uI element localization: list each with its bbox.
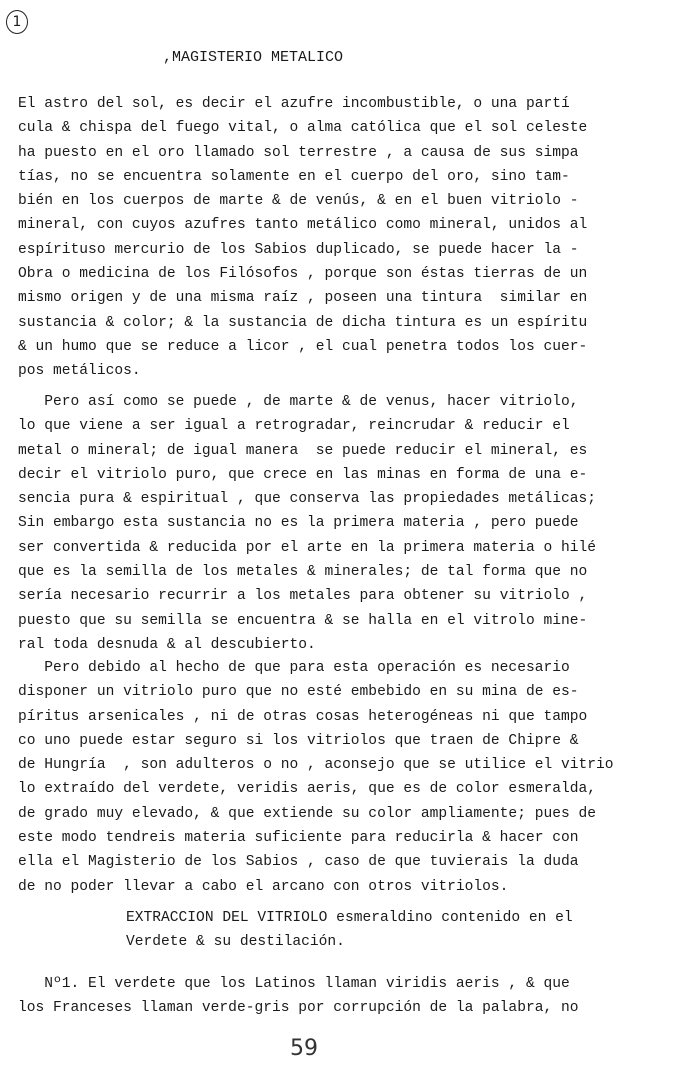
paragraph-3 — [18, 656, 658, 899]
text-line: decir el vitriolo puro, que crece en las minas en forma de una e- — [18, 466, 588, 483]
text-line: Pero debido al hecho de que para esta operación es necesario — [18, 660, 570, 676]
text-line: que es la semilla de los metales & minerales; de tal forma que no — [18, 564, 588, 581]
heading-line: EXTRACCION DEL VITRIOLO esmeraldino contenido en el — [126, 910, 573, 926]
text-line: ha puesto en el oro llamado sol terrestre , a causa de sus simpa — [18, 144, 579, 161]
text-line: de Hungría , son adulteros o no , aconsejo que se utilice el vitrio — [18, 757, 614, 774]
text-line: de no poder llevar a cabo el arcano con otros vitriolos. — [18, 878, 509, 895]
text-line: Obra o medicina de los Filósofos , porque son éstas tierras de un — [18, 266, 588, 283]
paragraph-1 — [18, 92, 658, 384]
text-line: co uno puede estar seguro si los vitriolos que traen de Chipre & — [18, 732, 579, 749]
text-line: disponer un vitriolo puro que no esté embebido en su mina de es- — [18, 684, 579, 701]
text-line: mineral, con cuyos azufres tanto metálico como mineral, unidos al — [18, 217, 588, 234]
document-title: ,MAGISTERIO METALICO — [163, 49, 344, 66]
text-line: metal o mineral; de igual manera se puede reducir el mineral, es — [18, 442, 588, 459]
text-line: & un humo que se reduce a licor , el cual penetra todos los cuer- — [18, 338, 588, 355]
text-line: tías, no se encuentra solamente en el cuerpo del oro, sino tam- — [18, 168, 570, 185]
text-line: lo extraído del verdete, veridis aeris, que es de color esmeralda, — [18, 781, 597, 798]
text-line: píritus arsenicales , ni de otras cosas heterogéneas ni que tampo — [18, 708, 588, 725]
text-line: bién en los cuerpos de marte & de venús, & en el buen vitriolo - — [18, 193, 579, 210]
text-line: sustancia & color; & la sustancia de dicha tintura es un espíritu — [18, 314, 588, 331]
section-heading — [126, 906, 646, 955]
text-line: ser convertida & reducida por el arte en la primera materia o hilé — [18, 539, 597, 556]
paragraph-2 — [18, 390, 658, 657]
text-line: este modo tendreis materia suficiente para reducirla & hacer con — [18, 830, 579, 847]
text-line: El astro del sol, es decir el azufre incombustible, o una partí — [18, 96, 570, 112]
text-line: sencia pura & espiritual , que conserva las propiedades metálicas; — [18, 491, 597, 508]
text-line: Pero así como se puede , de marte & de venus, hacer vitriolo, — [18, 394, 579, 410]
text-line: mismo origen y de una misma raíz , poseen una tintura similar en — [18, 290, 588, 307]
text-line: cula & chispa del fuego vital, o alma católica que el sol celeste — [18, 120, 588, 137]
text-line: sería necesario recurrir a los metales para obtener su vitriolo , — [18, 588, 588, 605]
text-line: lo que viene a ser igual a retrogradar, reincrudar & reducir el — [18, 418, 570, 435]
text-line: espírituso mercurio de los Sabios duplicado, se puede hacer la - — [18, 241, 579, 258]
page-number-handwritten: 59 — [290, 1036, 318, 1061]
text-line: puesto que su semilla se encuentra & se halla en el vitrolo mine- — [18, 612, 588, 629]
heading-line: Verdete & su destilación. — [126, 934, 345, 951]
text-line: ral toda desnuda & al descubierto. — [18, 636, 316, 653]
text-line: los Franceses llaman verde-gris por corrupción de la palabra, no — [18, 1000, 579, 1017]
text-line: Nº1. El verdete que los Latinos llaman viridis aeris , & que — [18, 976, 570, 992]
text-line: ella el Magisterio de los Sabios , caso de que tuvierais la duda — [18, 854, 579, 871]
text-line: pos metálicos. — [18, 363, 141, 380]
paragraph-4 — [18, 972, 658, 1021]
text-line: de grado muy elevado, & que extiende su color ampliamente; pues de — [18, 805, 597, 822]
page-number-circled: 1 — [6, 10, 28, 34]
text-line: Sin embargo esta sustancia no es la primera materia , pero puede — [18, 515, 579, 532]
